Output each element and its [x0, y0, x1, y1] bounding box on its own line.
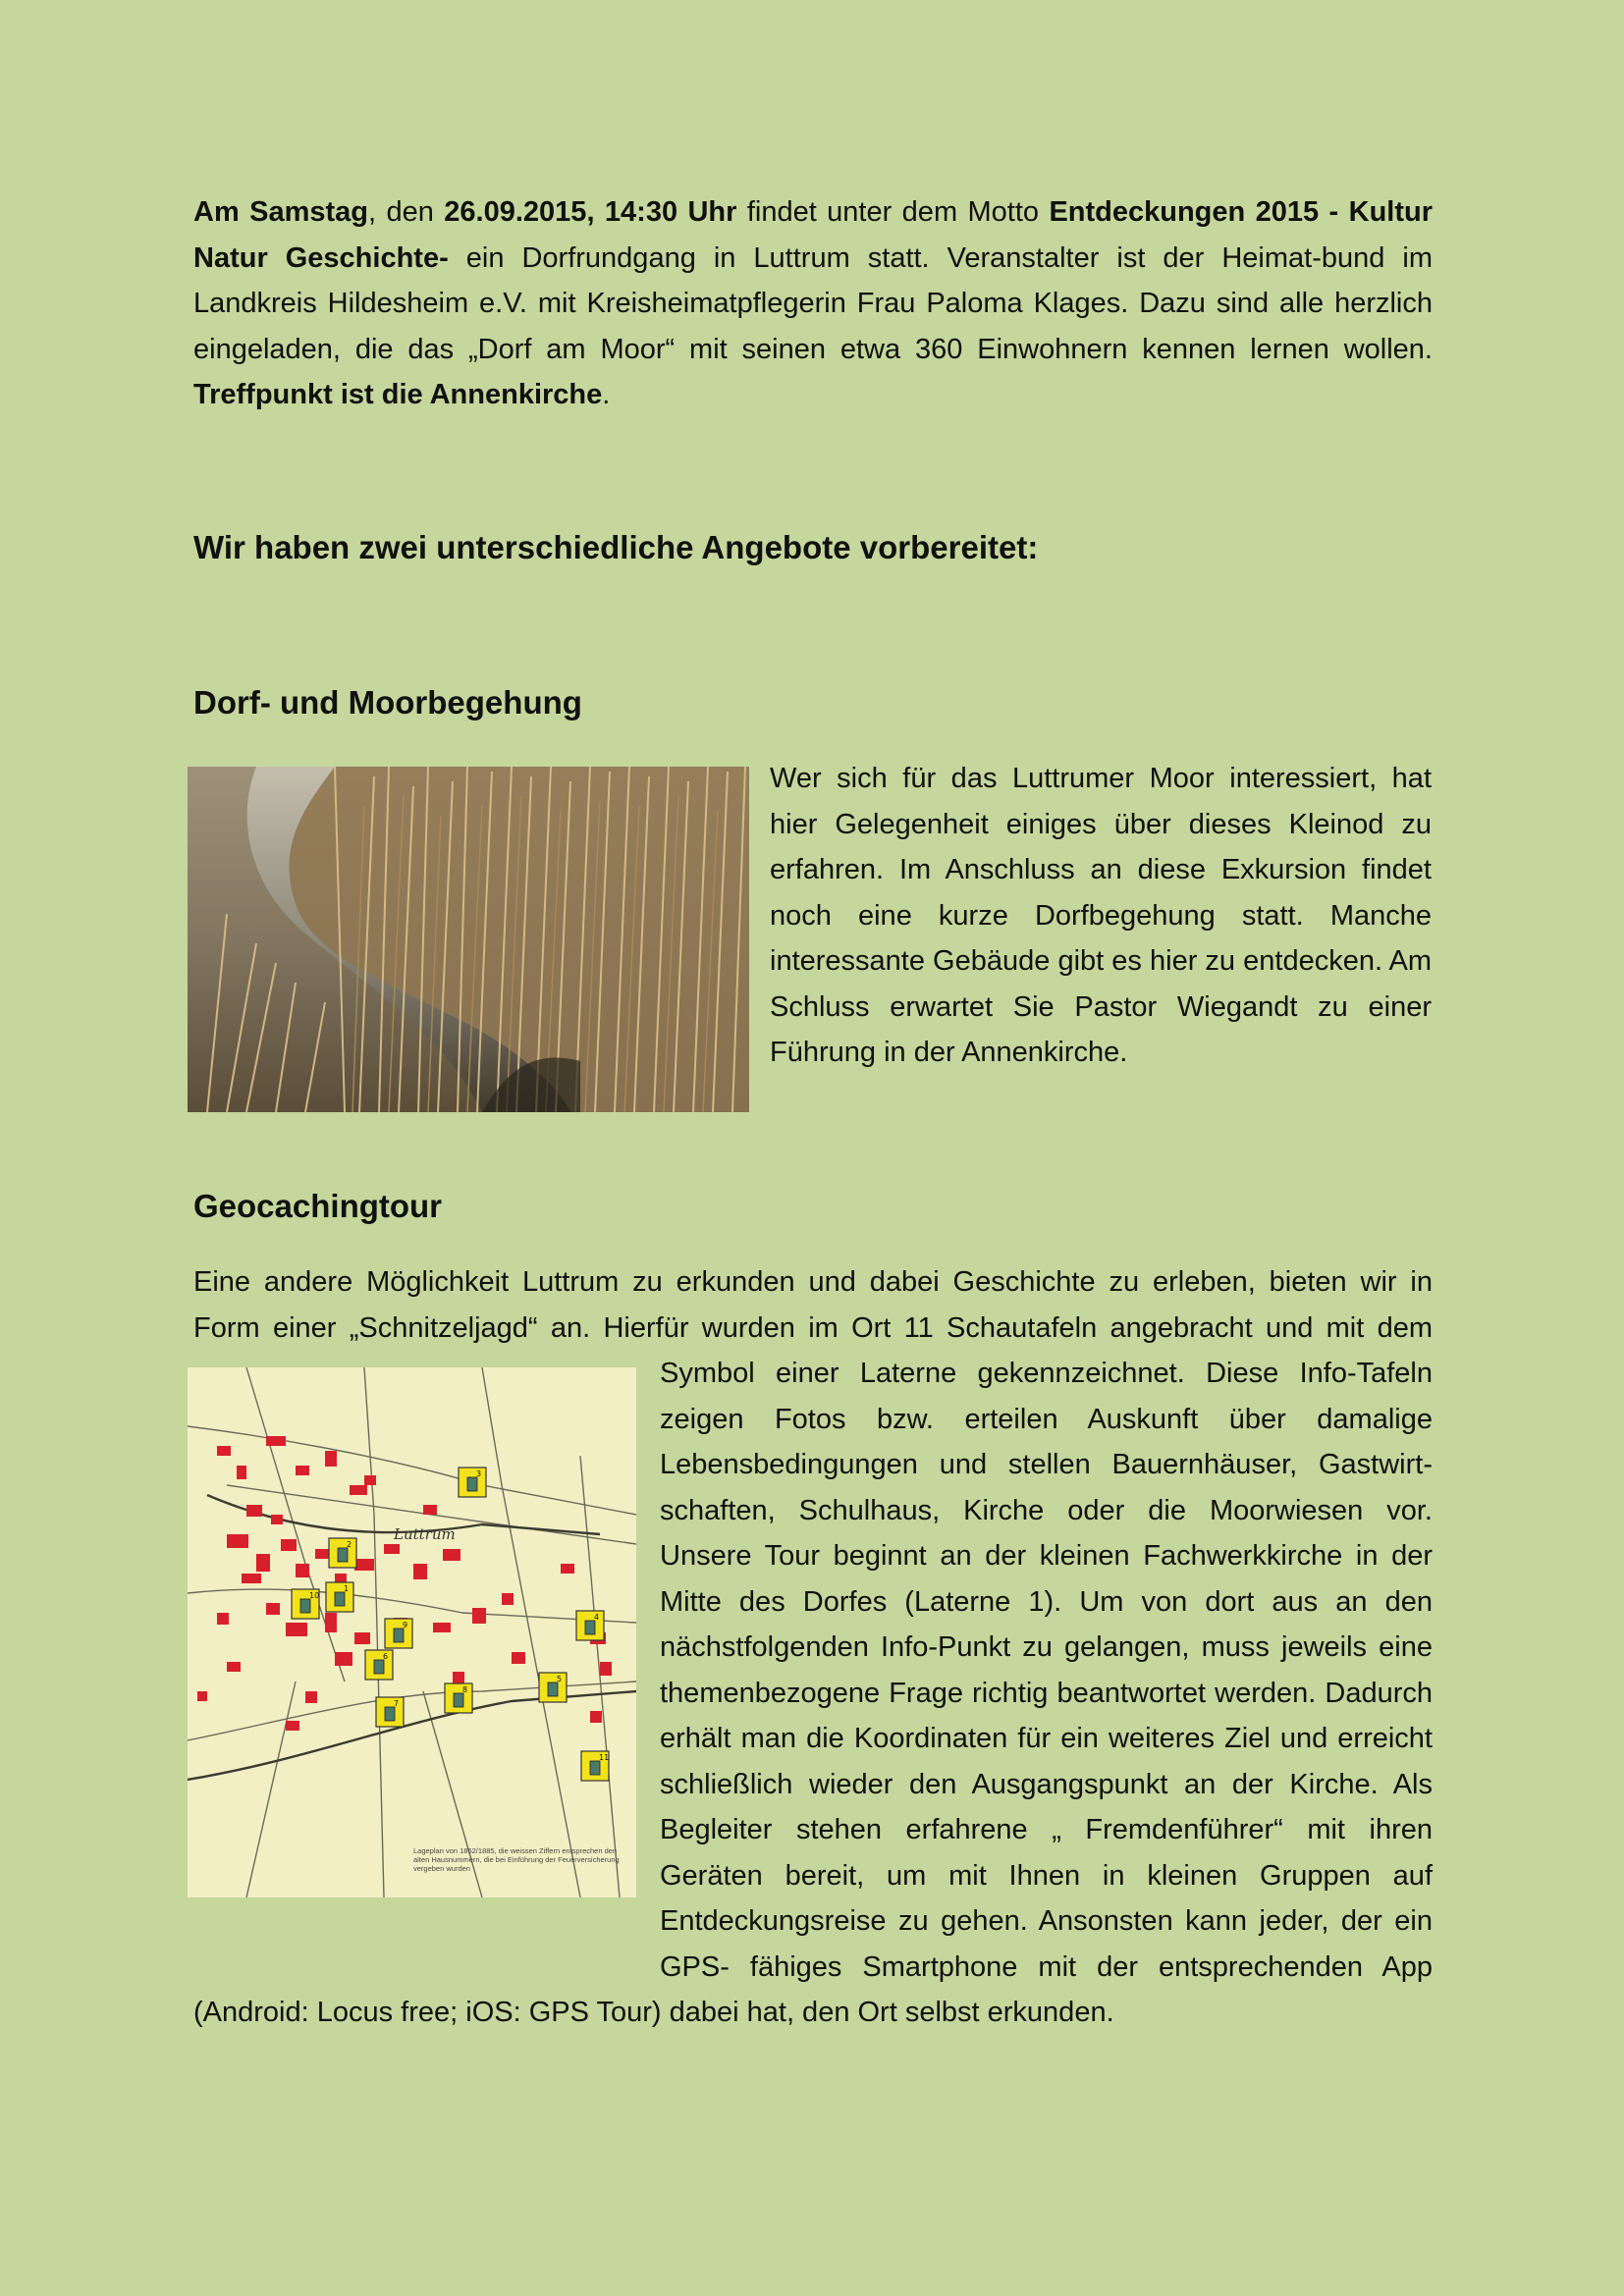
intro-text-2: findet unter dem Motto: [736, 196, 1050, 228]
section-geocaching-title: Geocachingtour: [193, 1188, 443, 1224]
lantern-marker-number: 10: [309, 1591, 320, 1600]
intro-text-3: ein Dorfrundgang in Luttrum statt. Veranstalter ist der Heimat-bund im Landkreis Hildesheim e.V. mit Kreisheimatpflegerin Frau Paloma Klages. Dazu sind alle herzlich eingeladen, die das „Dorf am Moor“ mit seinen etwa 360 Einwohnern kennen lernen wollen.: [193, 241, 1433, 365]
geocaching-text: Eine andere Möglichkeit Luttrum zu erkunden und dabei Geschichte zu erleben, bieten wir in Form einer „Schnitzeljagd“ an. Hierfür wurden im Ort 11 Schautafeln angebracht und mit dem Symbol einer Laterne gekennzeichnet. Diese Info-Tafeln zeigen Fotos bzw. erteilen Auskunft über damalige Lebensbedingungen und stellen Bauernhäuser, Gastwirt-schaften, Schulhaus, Kirche oder die Moorwiesen vor. Unsere Tour beginnt an der kleinen Fachwerkkirche in der Mitte des Dorfes (Laterne 1). Um von dort aus an den nächstfolgenden Info-Punkt zu gelangen, muss jeweils eine themenbezogene Frage richtig beantwortet werden. Dadurch erhält man die Koordinaten für ein weiteres Ziel und erreicht schließlich wieder den Ausgangspunkt an der Kirche. Als Begleiter stehen erfahrene „ Fremdenführer“ mit ihren Geräten bereit, um mit Ihnen in kleinen Gruppen auf Entdeckungsreise zu gehen. Ansonsten kann jeder, der ein GPS- fähiges Smartphone mit der entsprechenden App (Android: Locus free; iOS: GPS Tour) dabei hat, den Ort selbst erkunden.: [193, 1266, 1433, 2028]
moor-reed-photo: [188, 767, 749, 1112]
map-float-space: [193, 1351, 660, 1989]
intro-text-1: , den: [368, 196, 445, 228]
intro-text-4: .: [602, 379, 611, 410]
lantern-marker-number: 3: [476, 1469, 482, 1478]
event-motto: Entdeckungen 2015 - Kultur Natur Geschichte-: [193, 196, 1433, 274]
lantern-marker-number: 2: [347, 1540, 352, 1549]
section-geocaching-text: [193, 1259, 1433, 2036]
lantern-marker-number: 5: [557, 1675, 563, 1683]
lantern-marker-number: 6: [383, 1652, 389, 1661]
event-datetime: 26.09.2015, 14:30 Uhr: [444, 196, 737, 228]
lantern-marker-number: 11: [599, 1753, 610, 1762]
section-moor-title: Dorf- und Moorbegehung: [193, 684, 582, 721]
meeting-point: Treffpunkt ist die Annenkirche: [193, 379, 603, 410]
intro-paragraph: [193, 189, 1433, 418]
lantern-marker-number: 4: [594, 1613, 600, 1622]
lantern-marker-number: 7: [394, 1699, 400, 1708]
map-place-label: Luttrum: [394, 1525, 456, 1543]
map-caption: Lageplan von 1852/1885, die weissen Ziffern entsprechen den alten Hausnummern, die bei Einführung der Feuerversicherung vergeben wurden: [413, 1846, 620, 1873]
intro-date-lead: Am Samstag: [193, 196, 369, 228]
offers-heading: Wir haben zwei unterschiedliche Angebote vorbereitet:: [193, 529, 1039, 565]
section-moor-text: Wer sich für das Luttrumer Moor interessiert, hat hier Gelegenheit einiges über dieses Kleinod zu erfahren. Im Anschluss an diese Exkursion findet noch eine kurze Dorfbegehung statt. Manche interessante Gebäude gibt es hier zu entdecken. Am Schluss erwartet Sie Pastor Wiegandt zu einer Führung in der Annenkirche.: [770, 763, 1432, 1068]
lantern-marker-number: 1: [344, 1584, 350, 1593]
lantern-marker-number: 8: [462, 1685, 468, 1694]
lantern-marker-number: 9: [403, 1621, 408, 1629]
